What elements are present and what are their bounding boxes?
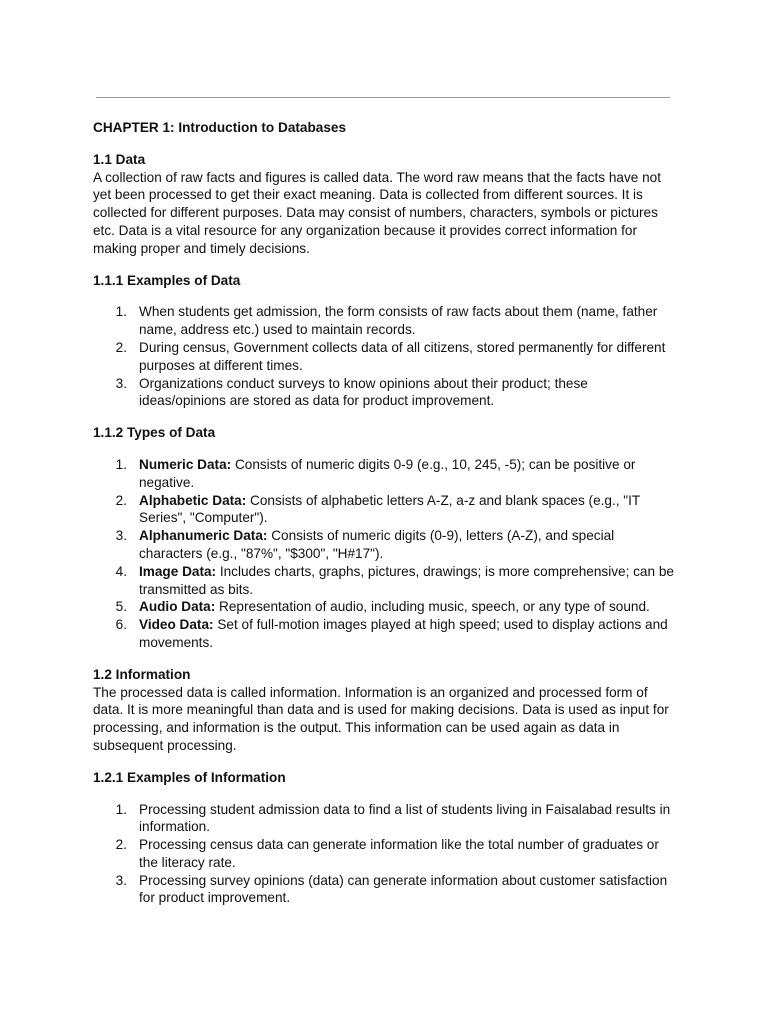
- list-item: [93, 303, 678, 339]
- list-item-number: 3.: [115, 872, 127, 888]
- list-item: [93, 563, 678, 599]
- list-item: [93, 492, 678, 528]
- examples-of-information-list: [93, 801, 678, 908]
- list-item-number: 1.: [115, 801, 127, 817]
- section-heading-examples-of-information: 1.2.1 Examples of Information: [93, 769, 286, 785]
- list-item-number: 1.: [115, 304, 127, 320]
- list-item-number: 2.: [115, 492, 127, 508]
- list-item-text: Consists of alphabetic letters A-Z, a-z and blank spaces (e.g., "IT Series", "Computer").: [139, 492, 640, 526]
- section-heading-types-of-data: 1.1.2 Types of Data: [93, 425, 216, 441]
- list-item: [93, 616, 678, 652]
- list-item-text: When students get admission, the form consists of raw facts about them (name, father name, address etc.) used to maintain records.: [139, 304, 658, 338]
- list-item: [93, 801, 678, 837]
- list-item: [93, 527, 678, 563]
- list-item: [93, 339, 678, 375]
- list-item-text: Processing census data can generate information like the total number of graduates or the literacy rate.: [139, 837, 659, 870]
- list-item: [93, 375, 678, 411]
- list-item-term: Video Data:: [139, 617, 214, 633]
- list-item-number: 5.: [115, 599, 127, 615]
- examples-of-data-list: [93, 303, 678, 410]
- list-item-number: 3.: [115, 528, 127, 544]
- list-item: [93, 836, 678, 872]
- list-item-text: Processing student admission data to find a list of students living in Faisalabad results in information.: [139, 801, 671, 835]
- list-item: [93, 872, 678, 908]
- list-item-text: During census, Government collects data of all citizens, stored permanently for different purposes at different times.: [139, 339, 666, 373]
- list-item-term: Alphanumeric Data:: [139, 528, 268, 544]
- section-heading-data: 1.1 Data: [93, 151, 146, 167]
- list-item: [93, 456, 678, 492]
- list-item-text: Organizations conduct surveys to know opinions about their product; these ideas/opinions are stored as data for product improvement.: [139, 375, 588, 409]
- list-item-number: 4.: [115, 563, 127, 579]
- list-item-text: Representation of audio, including music, speech, or any type of sound.: [215, 599, 650, 615]
- list-item-number: 6.: [115, 617, 127, 633]
- list-item-number: 2.: [115, 339, 127, 355]
- section-body-information: The processed data is called information. Information is an organized and processed form of data. It is more meaningful than data and is used for making decisions. Data is used as input for processing, and information is the output. This information can be used again as data in subsequent processing.: [93, 684, 669, 753]
- list-item-term: Alphabetic Data:: [139, 492, 247, 508]
- list-item-number: 2.: [115, 837, 127, 853]
- section-heading-information: 1.2 Information: [93, 666, 191, 682]
- list-item: [93, 598, 678, 616]
- section-body-data: A collection of raw facts and figures is called data. The word raw means that the facts have not yet been processed to get their exact meaning. Data is collected from different sources. It is collected for different purposes. Data may consist of numbers, characters, symbols or pictures etc. Data is a vital resource for any organization because it provides correct information for making proper and timely decisions.: [93, 169, 661, 256]
- chapter-title: CHAPTER 1: Introduction to Databases: [93, 120, 347, 135]
- types-of-data-list: [93, 456, 678, 652]
- list-item-text: Includes charts, graphs, pictures, drawings; is more comprehensive; can be transmitted as bits.: [139, 563, 674, 597]
- list-item-text: Consists of numeric digits (0-9), letters (A-Z), and special characters (e.g., "87%", "$300", "H#17").: [139, 528, 615, 561]
- list-item-text: Set of full-motion images played at high speed; used to display actions and movements.: [139, 617, 668, 650]
- list-item-number: 3.: [115, 375, 127, 391]
- document-body: [93, 119, 678, 921]
- list-item-number: 1.: [115, 456, 127, 472]
- list-item-term: Audio Data:: [139, 599, 216, 615]
- list-item-term: Image Data:: [139, 563, 217, 579]
- list-item-text: Processing survey opinions (data) can generate information about customer satisfaction for product improvement.: [139, 872, 668, 906]
- header-divider: [96, 97, 670, 98]
- section-heading-examples-of-data: 1.1.1 Examples of Data: [93, 272, 241, 288]
- list-item-term: Numeric Data:: [139, 456, 232, 472]
- list-item-text: Consists of numeric digits 0-9 (e.g., 10, 245, -5); can be positive or negative.: [139, 456, 636, 490]
